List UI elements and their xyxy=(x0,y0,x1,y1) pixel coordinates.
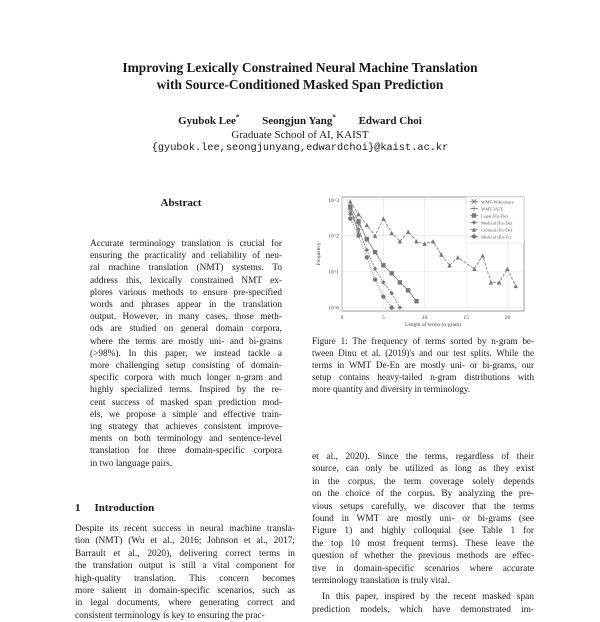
y-tick-label: 10^3 xyxy=(328,197,339,204)
data-point xyxy=(389,305,393,309)
intro-line: in legal documents, where generating correct and xyxy=(75,598,295,609)
data-point xyxy=(389,231,393,235)
abstract-line: in two language pairs. xyxy=(90,458,173,469)
data-point xyxy=(348,216,352,220)
right-column-line: on the choice of the corpus. By analyzing the pre- xyxy=(312,489,534,500)
author-names xyxy=(0,113,600,127)
abstract-line: translation for three domain-specific corpora xyxy=(90,446,282,457)
x-axis-label: Length of terms (n-gram) xyxy=(404,322,462,328)
abstract-body xyxy=(90,238,282,470)
data-point xyxy=(514,284,518,288)
x-tick-label: 5 xyxy=(381,315,385,321)
abstract-line: more challenging setup consisting of domain- xyxy=(90,361,282,372)
title-line-2: with Source-Conditioned Masked Span Prediction xyxy=(156,77,444,92)
right-column-line: Figure 1) and highly colloquial (see Table 1 for xyxy=(312,526,534,537)
intro-line: high-quality translation. This concern becomes xyxy=(75,573,295,584)
section-title: Introduction xyxy=(94,502,155,514)
data-point xyxy=(365,237,369,241)
series-line xyxy=(350,219,391,308)
caption-line: setup contains heavy-tailed n-gram distributions with xyxy=(312,372,534,382)
abstract-line: where the terms are mostly uni- and bi-grams xyxy=(90,336,282,347)
caption-line: more quantity and diversity in terminology. xyxy=(312,384,471,394)
right-column-line: question of whether the previous methods are effec- xyxy=(312,551,534,562)
data-point xyxy=(406,229,410,233)
data-point xyxy=(389,271,393,275)
right-column-line: prediction models, which have demonstrated im- xyxy=(312,604,534,615)
legend-label: Legal (En-De) xyxy=(481,213,508,219)
abstract-line: els, we propose a simple and effective train- xyxy=(90,409,282,420)
right-column-line: terminology translation is truly vital. xyxy=(312,576,450,587)
data-point xyxy=(406,288,410,292)
abstract-line: plores various methods to ensure pre-specified xyxy=(90,287,282,298)
x-tick-label: 10 xyxy=(421,315,428,321)
data-point xyxy=(381,295,385,299)
author-2: Seongjun Yang* xyxy=(262,113,336,127)
right-column-line: In this paper, inspired by the recent masked span xyxy=(322,592,534,603)
caption-line: terms in WMT De-En are mostly uni- or bi-grams, our xyxy=(312,360,534,370)
y-axis-label: Frequency xyxy=(316,242,322,266)
data-point xyxy=(398,305,402,309)
intro-line: tion (NMT) (Wu et al., 2016; Johnson et al., 2017; xyxy=(75,536,295,547)
right-column-line: source, can only be utilized as long as they exist xyxy=(312,464,534,475)
x-tick-label: 0 xyxy=(340,315,344,321)
abstract-heading: Abstract xyxy=(160,197,202,209)
x-tick-label: 20 xyxy=(504,315,511,321)
abstract-line: ral machine translation (NMT) systems. To xyxy=(90,263,282,274)
data-point xyxy=(505,267,509,271)
abstract-line: cent success of masked span prediction mod- xyxy=(90,397,282,408)
right-column-line: in the corpus, the term coverage solely depends xyxy=(312,476,534,487)
intro-line: more salient in domain-specific scenarios, such as xyxy=(75,586,295,597)
data-point xyxy=(365,223,369,227)
data-point xyxy=(373,277,377,281)
abstract-line: words and phrases appear in the translation xyxy=(90,300,282,311)
abstract-line: ments on both terminology and sentence-level xyxy=(90,434,282,445)
right-column-text xyxy=(312,451,534,616)
intro-line: Despite its recent success in neural machine transla- xyxy=(75,524,295,534)
right-column-line: et al., 2020). Since the terms, regardless of their xyxy=(312,452,534,462)
caption-line: tween Dinu et al. (2019)'s and our test splits. While the xyxy=(312,348,534,358)
right-column-line: tive in domain-specific scenarios where accurate xyxy=(312,563,534,574)
abstract-line: ensuring the practicality and reliability of neu- xyxy=(90,251,282,262)
data-point xyxy=(365,248,369,252)
section-number: 1 xyxy=(75,502,81,514)
x-tick-label: 15 xyxy=(463,315,469,321)
legend-label: WMT-IATE xyxy=(481,206,504,212)
y-tick-label: 10^2 xyxy=(328,233,339,240)
abstract-line: highly specialized terms. Inspired by the re- xyxy=(90,385,282,396)
y-tick-label: 10^1 xyxy=(328,269,339,276)
data-point xyxy=(480,253,484,257)
data-point xyxy=(423,241,427,245)
author-block xyxy=(0,113,600,155)
abstract-line: specific corpora with much longer n-gram and xyxy=(90,373,282,384)
right-column-line: vious setups carefully, we discover that the terms xyxy=(312,501,534,512)
frequency-chart xyxy=(312,193,534,328)
data-point xyxy=(439,252,443,256)
legend-label: Medical (En-Fr) xyxy=(481,234,511,240)
figure-caption xyxy=(312,335,534,395)
section-heading-introduction xyxy=(75,502,154,514)
data-point xyxy=(414,299,418,303)
legend-marker xyxy=(472,213,476,217)
data-point xyxy=(381,216,385,220)
data-point xyxy=(489,280,493,284)
abstract-line: address this, lexically constrained NMT ex- xyxy=(90,275,282,286)
legend-label: WMT-Wiktionary xyxy=(481,199,515,205)
right-column-line: found in WMT are mostly uni- or bi-grams (see xyxy=(312,514,534,525)
right-column-line: the top 10 most frequent terms). These leave the xyxy=(312,538,534,549)
paper-title xyxy=(0,59,600,93)
intro-line: consistent terminology is key to ensuring the prac- xyxy=(75,610,265,621)
legend-label: Cultural (En-De) xyxy=(481,227,513,233)
caption-line: Figure 1: The frequency of terms sorted by n-gram be- xyxy=(312,336,534,346)
author-1: Gyubok Lee* xyxy=(178,113,240,127)
author-emails: {gyubok.lee,seongjunyang,edwardchoi}@kaist.ac.kr xyxy=(151,141,449,154)
y-tick-label: 10^0 xyxy=(328,305,339,312)
data-point xyxy=(373,267,377,271)
abstract-line: output. However, in many cases, those meth- xyxy=(90,312,282,323)
legend-label: Medical (En-De) xyxy=(481,220,513,226)
data-point xyxy=(431,239,435,243)
data-point xyxy=(356,212,360,216)
data-point xyxy=(398,280,402,284)
abstract-line: ing strategy that achieves consistent improve- xyxy=(90,422,282,433)
legend-marker xyxy=(472,234,476,238)
author-3: Edward Choi xyxy=(358,114,422,127)
abstract-line: (>98%). In this paper, we instead tackle a xyxy=(90,348,282,359)
data-point xyxy=(373,250,377,254)
title-line-1: Improving Lexically Constrained Neural Machine Translation xyxy=(122,60,478,75)
affiliation: Graduate School of AI, KAIST xyxy=(231,128,369,141)
abstract-line: ods are studied on general domain corpora, xyxy=(90,324,282,335)
intro-line: the translation output is still a vital component for xyxy=(75,561,295,572)
data-point xyxy=(365,255,369,259)
introduction-body xyxy=(75,523,295,622)
intro-line: Barrault et al., 2020), delivering correct terms in xyxy=(75,548,295,559)
abstract-line: Accurate terminology translation is crucial for xyxy=(90,239,282,249)
data-point xyxy=(381,263,385,267)
data-point xyxy=(456,255,460,259)
